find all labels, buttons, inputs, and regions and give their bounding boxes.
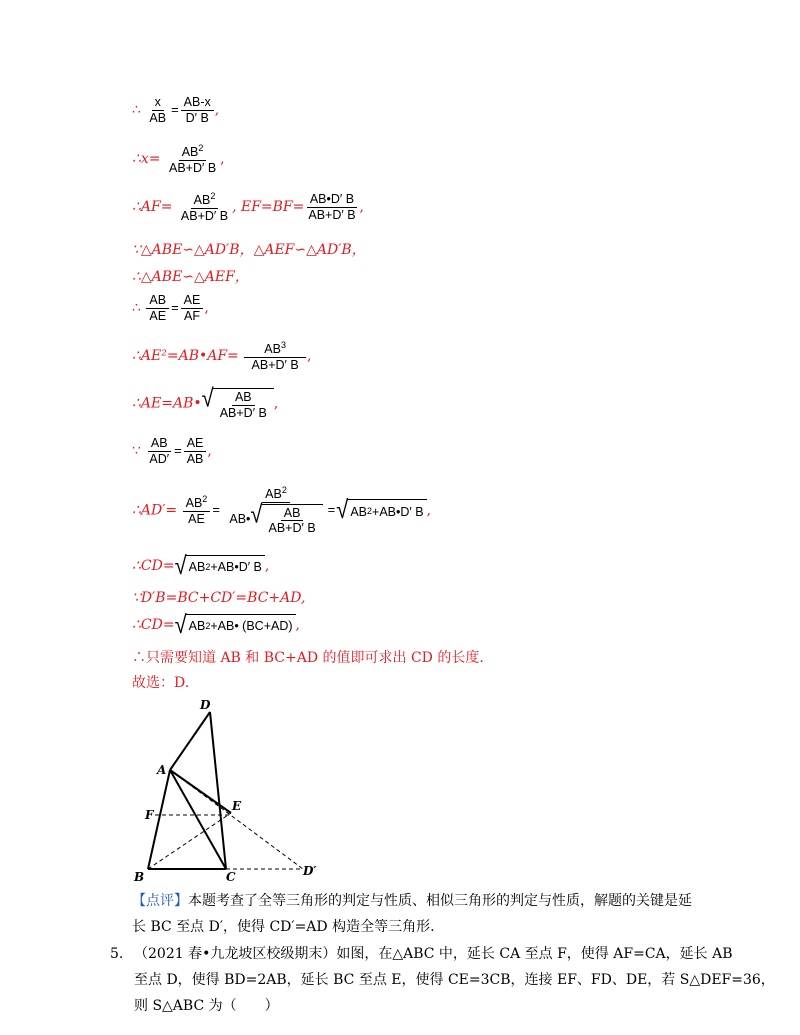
- label-B: B: [134, 870, 145, 884]
- step-ratio-ad: ∵ $\frac{AB}{AD'}$ = $\frac{AE}{AB}$ ,: [132, 436, 212, 466]
- step-similar-2: ∴△ABE∽△AEF，: [132, 269, 249, 285]
- fraction: $\frac{AB-x}{D' B}$: [181, 96, 214, 124]
- fraction: $\frac{AB^2}{AE}$: [183, 495, 211, 525]
- fraction: $\frac{AB}{AB+D' B}$: [219, 390, 267, 420]
- square-root: √ AB 2 +AB•D′ B: [175, 555, 265, 577]
- fraction: $\frac{AB}{AD'}$: [149, 436, 170, 466]
- segment-BE: [148, 813, 231, 869]
- geometry-figure: [128, 695, 328, 885]
- step-ratio-x: ∴ $\frac{x}{AB}$ = $\frac{AB-x}{D' B}$ ,: [132, 95, 220, 125]
- fraction: $\frac{AE}{AB}$: [184, 437, 207, 465]
- label-E: E: [232, 799, 242, 813]
- question-line-2: 至点 D，使得 BD=2AB，延长 BC 至点 E，使得 CE=3CB，连接 EF、FD、DE，若 S△DEF=36，: [134, 972, 775, 988]
- label-F: F: [145, 808, 154, 822]
- fraction: $\frac{AB^2}{AB+D' B}$: [169, 143, 217, 175]
- step-cd-value: ∴CD= √ AB 2 +AB•D′ B ,: [132, 551, 270, 580]
- step-ratio-ae: ∴ $\frac{AB}{AE}$ = $\frac{AE}{AF}$ ,: [132, 293, 209, 323]
- segment-AD-prime: [170, 770, 303, 869]
- step-ae-squared: ∴AE²=AB•AF= $\frac{AB^3}{AB+D' B}$ ,: [132, 340, 312, 372]
- fraction: $\frac{AE}{AF}$: [181, 294, 204, 322]
- square-root: √ $\frac{AB}{AB+D' B}$: [250, 504, 322, 535]
- fraction: $\frac{AB•D' B}{AB+D' B}$: [308, 192, 356, 222]
- answer-choice: 故选：D.: [132, 675, 190, 691]
- step-conclusion: ∴只需要知道 AB 和 BC+AD 的值即可求出 CD 的长度.: [132, 650, 484, 666]
- square-root: √ $\frac{AB}{AB+D' B}$: [202, 388, 274, 419]
- comment-tag: 【点评】: [132, 893, 188, 909]
- fraction: $\frac{AB^3}{AB+D' B}$: [244, 341, 306, 371]
- segment-AD: [170, 712, 210, 770]
- fraction: $\frac{AB}{AB+D' B}$: [268, 505, 316, 536]
- fraction: $\frac{AB^2}{AB+D' B}$: [180, 191, 229, 223]
- step-ae-value: ∴AE=AB• √ $\frac{AB}{AB+D' B}$ ,: [132, 383, 279, 420]
- question-line-3: 则 S△ABC 为（ ）: [134, 998, 279, 1014]
- step-cd-final: ∴CD= √ AB 2 +AB• (BC+AD) ,: [132, 610, 300, 639]
- compound-fraction: $AB^2$ AB• √ $\frac{AB}{AB+D' B}$: [226, 486, 325, 535]
- comment-line-2: 长 BC 至点 D′，使得 CD′=AD 构造全等三角形.: [132, 919, 435, 935]
- label-A: A: [157, 763, 167, 777]
- fraction: $\frac{x}{AB}$: [149, 95, 167, 125]
- label-D: D: [200, 698, 211, 712]
- step-d-prime-b: ∵D′B=BC+CD′=BC+AD,: [132, 590, 306, 606]
- question-number: 5.: [110, 946, 124, 962]
- segment-AE: [170, 770, 231, 813]
- fraction: $\frac{AB}{AE}$: [146, 294, 169, 322]
- label-D-prime: D′: [303, 864, 317, 878]
- step-similar-1: ∵△ABE∽△AD′B，△AEF∽△AD′B，: [132, 242, 366, 258]
- label-C: C: [226, 870, 236, 884]
- comment-line-1: 【点评】本题考查了全等三角形的判定与性质、相似三角形的判定与性质，解题的关键是延: [132, 893, 692, 909]
- square-root: √ AB 2 +AB• (BC+AD): [175, 614, 296, 636]
- step-ad-prime: ∴AD′= $\frac{AB^2}{AE}$ = $AB^2$ AB• √ $\frac{AB}{AB+D' B}$ = √ AB 2 +AB•D′ B ,: [132, 485, 432, 536]
- square-root: √ AB 2 +AB•D′ B: [336, 499, 426, 521]
- question-line-1: （2021 春•九龙坡区校级期末）如图，在△ABC 中，延长 CA 至点 F，使得 AF=CA，延长 AB: [134, 946, 733, 962]
- step-af-ef: ∴AF= $\frac{AB^2}{AB+D' B}$ , EF=BF= $\frac{AB•D' B}{AB+D' B}$ ,: [132, 191, 364, 223]
- step-x-value: ∴x= $\frac{AB^2}{AB+D' B}$ ,: [132, 143, 225, 175]
